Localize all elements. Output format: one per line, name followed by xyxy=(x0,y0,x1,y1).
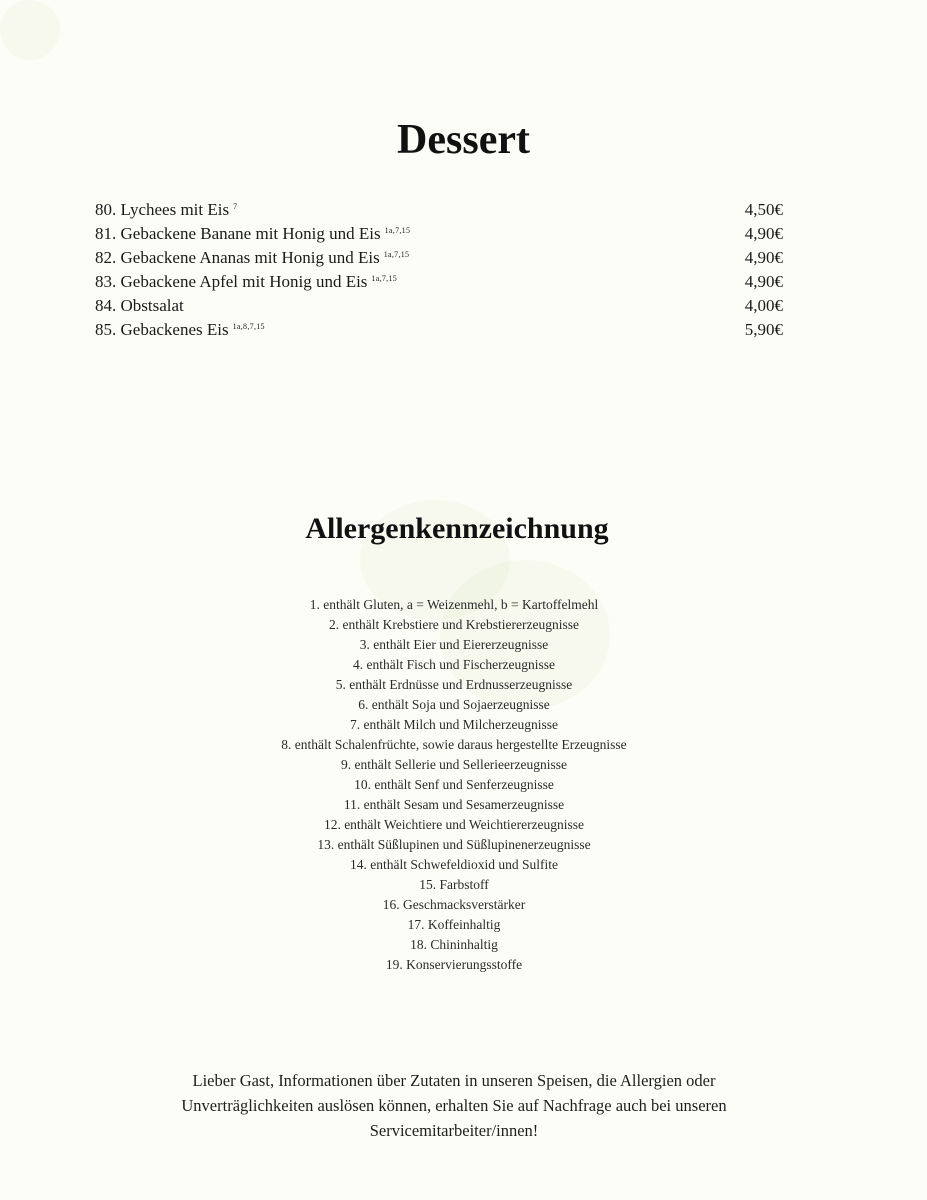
allergen-item: 17. Koffeinhaltig xyxy=(407,917,501,932)
watermark xyxy=(0,0,60,60)
allergen-item: 1. enthält Gluten, a = Weizenmehl, b = Kartoffelmehl xyxy=(309,597,599,612)
allergen-item: 16. Geschmacksverstärker xyxy=(382,897,526,912)
allergen-codes: 1a,7,15 xyxy=(383,250,410,259)
allergen-title: Allergenkennzeichnung xyxy=(305,512,609,545)
allergen-codes: 1a,7,15 xyxy=(384,226,411,235)
guest-note xyxy=(0,1068,908,1143)
allergen-item: 10. enthält Senf und Senferzeugnisse xyxy=(354,777,554,792)
allergen-item: 2. enthält Krebstiere und Krebstiererzeugnisse xyxy=(328,617,580,632)
guest-note-line: Servicemitarbeiter/innen! xyxy=(369,1121,539,1140)
menu-item xyxy=(95,248,783,272)
allergen-item: 18. Chininhaltig xyxy=(410,937,498,952)
menu-item-name: 84. Obstsalat xyxy=(95,296,184,315)
menu-item-price: 4,90€ xyxy=(744,224,783,243)
dessert-title: Dessert xyxy=(397,117,530,163)
allergen-item: 5. enthält Erdnüsse und Erdnusserzeugnisse xyxy=(335,677,573,692)
menu-item xyxy=(95,272,783,296)
menu-item-name: 85. Gebackenes Eis xyxy=(95,320,229,339)
menu-item-name: 83. Gebackene Apfel mit Honig und Eis xyxy=(95,272,368,291)
allergen-item: 9. enthält Sellerie und Sellerieerzeugnisse xyxy=(340,757,568,772)
allergen-item: 14. enthält Schwefeldioxid und Sulfite xyxy=(349,857,559,872)
allergen-item: 19. Konservierungsstoffe xyxy=(385,957,523,972)
allergen-item: 4. enthält Fisch und Fischerzeugnisse xyxy=(352,657,556,672)
allergen-item: 6. enthält Soja und Sojaerzeugnisse xyxy=(358,697,550,712)
allergen-item: 11. enthält Sesam und Sesamerzeugnisse xyxy=(343,797,565,812)
allergen-item: 15. Farbstoff xyxy=(419,877,489,892)
menu-item-price: 4,90€ xyxy=(744,248,783,267)
guest-note-line: Unverträglichkeiten auslösen können, erhalten Sie auf Nachfrage auch bei unseren xyxy=(181,1096,727,1115)
menu-item xyxy=(95,224,783,248)
menu-item-name: 82. Gebackene Ananas mit Honig und Eis xyxy=(95,248,380,267)
menu-item-price: 4,50€ xyxy=(744,200,783,219)
dessert-menu xyxy=(95,200,783,344)
allergen-item: 7. enthält Milch und Milcherzeugnisse xyxy=(349,717,559,732)
allergen-codes: 1a,8,7,15 xyxy=(232,322,265,331)
allergen-item: 3. enthält Eier und Eiererzeugnisse xyxy=(359,637,549,652)
menu-item xyxy=(95,200,783,224)
allergen-item: 13. enthält Süßlupinen und Süßlupinenerzeugnisse xyxy=(317,837,591,852)
allergen-list xyxy=(0,595,908,975)
allergen-item: 12. enthält Weichtiere und Weichtiererzeugnisse xyxy=(323,817,585,832)
menu-item-price: 4,90€ xyxy=(744,272,783,291)
menu-item-name: 81. Gebackene Banane mit Honig und Eis xyxy=(95,224,381,243)
menu-item xyxy=(95,320,783,344)
menu-item-price: 5,90€ xyxy=(744,320,783,339)
allergen-codes: 1a,7,15 xyxy=(371,274,398,283)
allergen-item: 8. enthält Schalenfrüchte, sowie daraus hergestellte Erzeugnisse xyxy=(281,737,627,752)
menu-item-price: 4,00€ xyxy=(744,296,783,315)
guest-note-line: Lieber Gast, Informationen über Zutaten in unseren Speisen, die Allergien oder xyxy=(192,1071,716,1090)
menu-item xyxy=(95,296,783,320)
allergen-codes: 7 xyxy=(233,202,238,211)
menu-item-name: 80. Lychees mit Eis xyxy=(95,200,230,219)
